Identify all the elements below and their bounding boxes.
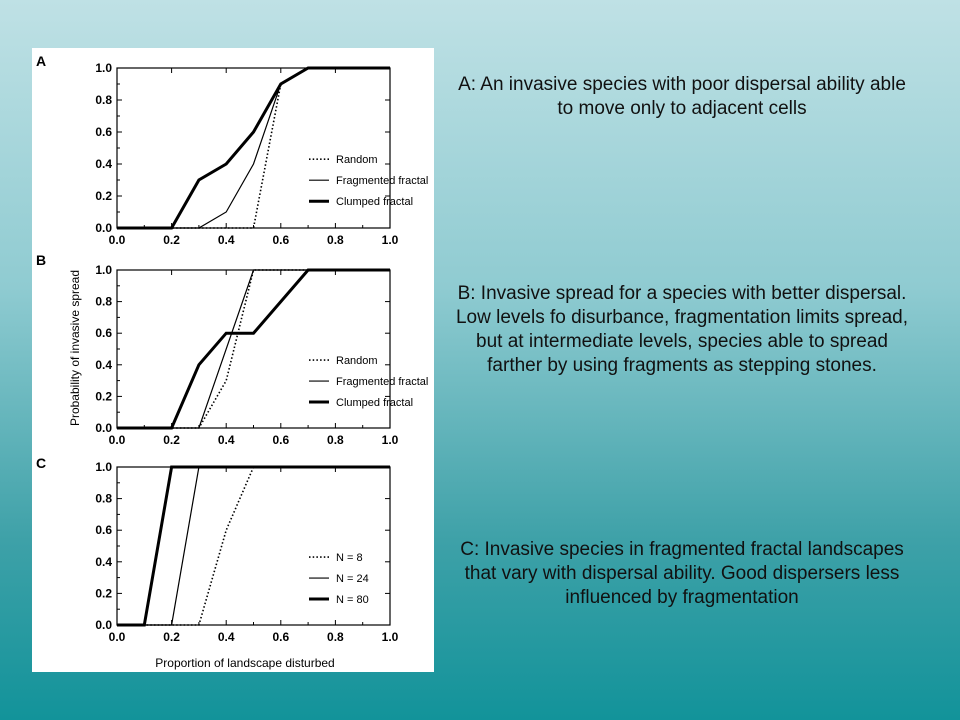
x-tick-label: 1.0 [381, 630, 399, 644]
y-tick-label: 1.0 [95, 460, 112, 474]
y-tick-label: 0.4 [95, 357, 112, 372]
y-tick-label: 0.2 [95, 389, 112, 404]
x-tick-label: 0.0 [108, 233, 126, 247]
y-tick-label: 0.4 [95, 554, 112, 569]
x-tick-label: 0.4 [217, 630, 235, 644]
x-tick-label: 0.0 [108, 433, 126, 447]
caption-a: A: An invasive species with poor dispersal ability able to move only to adjacent cells [458, 74, 906, 119]
x-tick-label: 0.6 [272, 630, 290, 644]
x-tick-label: 0.0 [108, 630, 126, 644]
y-tick-label: 0.0 [95, 421, 112, 435]
y-tick-label: 0.8 [95, 294, 112, 309]
panel-c [36, 455, 399, 670]
x-tick-label: 1.0 [381, 433, 399, 447]
panel-label-b: B [36, 252, 47, 268]
panel-label-a: A [36, 53, 47, 69]
x-tick-label: 0.2 [163, 630, 180, 644]
x-axis-label: Proportion of landscape disturbed [155, 656, 335, 670]
y-tick-label: 0.6 [95, 523, 112, 538]
legend-label: Clumped fractal [336, 196, 414, 209]
x-tick-label: 1.0 [381, 233, 399, 247]
y-tick-label: 0.6 [95, 125, 112, 139]
legend-label: Fragmented fractal [336, 175, 429, 188]
y-tick-label: 0.6 [95, 326, 112, 341]
x-tick-label: 0.6 [272, 433, 290, 447]
panel-a [36, 53, 428, 247]
legend-label: N = 24 [336, 573, 369, 586]
y-tick-label: 0.8 [95, 491, 112, 506]
y-tick-label: 1.0 [95, 61, 112, 75]
y-tick-label: 0.8 [95, 93, 112, 107]
y-tick-label: 1.0 [95, 263, 112, 277]
y-tick-label: 0.2 [95, 586, 112, 601]
x-tick-label: 0.8 [327, 233, 344, 247]
legend-label: Clumped fractal [336, 397, 414, 410]
x-tick-label: 0.4 [217, 433, 235, 447]
figure-panel [32, 48, 434, 672]
legend-label: Random [336, 154, 378, 167]
y-tick-label: 0.0 [95, 221, 112, 235]
x-tick-label: 0.8 [327, 630, 344, 644]
legend-label: Fragmented fractal [336, 376, 429, 389]
caption-b: B: Invasive spread for a species with better dispersal. Low levels fo disurbance, fragmentation limits spread, but at intermediate levels, species able to spread farther by using fragments as stepping stones. [455, 283, 908, 376]
x-tick-label: 0.2 [163, 433, 180, 447]
y-axis-label: Probability of invasive spread [68, 269, 82, 427]
y-tick-label: 0.2 [95, 189, 112, 203]
panel-b [36, 252, 428, 447]
panel-label-c: C [36, 455, 47, 471]
chart-svg [32, 48, 434, 672]
legend-label: N = 8 [336, 552, 363, 565]
y-tick-label: 0.0 [95, 618, 112, 632]
legend-label: Random [336, 355, 378, 368]
caption-c: C: Invasive species in fragmented fractal landscapes that vary with dispersal ability. Good dispersers less influenced by fragmentation [460, 539, 904, 608]
x-tick-label: 0.6 [272, 233, 290, 247]
x-tick-label: 0.8 [327, 433, 344, 447]
legend-label: N = 80 [336, 594, 369, 607]
y-tick-label: 0.4 [95, 157, 112, 171]
x-tick-label: 0.4 [217, 233, 235, 247]
x-tick-label: 0.2 [163, 233, 180, 247]
